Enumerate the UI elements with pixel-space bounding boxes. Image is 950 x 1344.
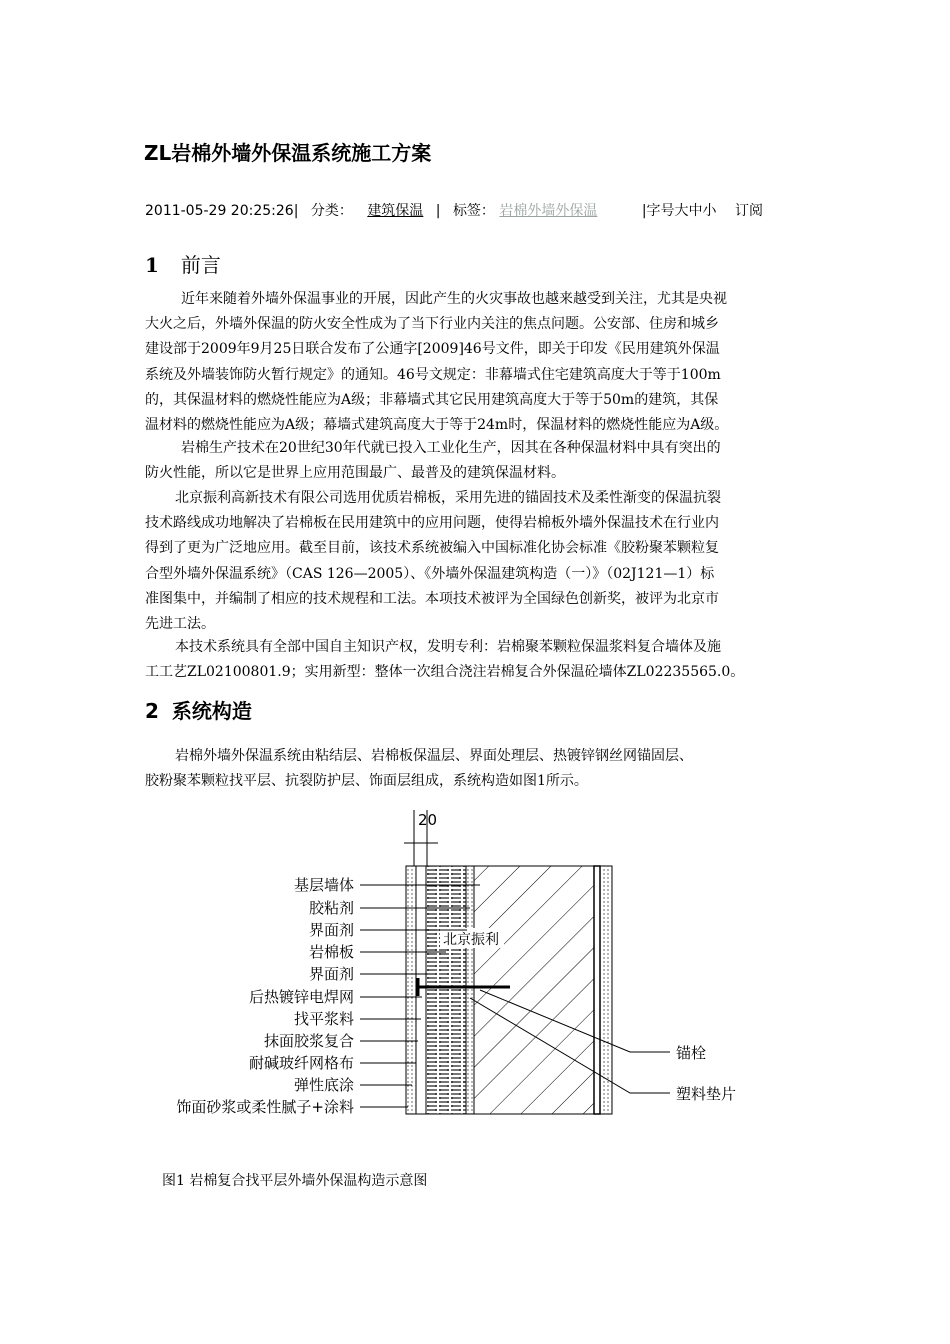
label-interface-2: 界面剂: [308, 965, 354, 983]
paragraph-line: 北京振利高新技术有限公司选用优质岩棉板，采用先进的锚固技术及柔性渐变的保温抗裂: [175, 490, 721, 506]
watermark-text: 北京振利: [443, 932, 499, 948]
paragraph-line: 防火性能，所以它是世界上应用范围最广、最普及的建筑保温材料。: [145, 465, 565, 482]
label-interface-1: 界面剂: [308, 921, 354, 939]
label-adhesive: 胶粘剂: [308, 899, 354, 917]
finish-layer: [406, 866, 416, 1114]
paragraph-line: 岩棉外墙外保温系统由粘结层、岩棉板保温层、界面处理层、热镀锌钢丝网锚固层、: [175, 748, 693, 764]
section-1-number: 1: [145, 253, 159, 277]
post-datetime: 2011-05-29 20:25:26|: [145, 203, 299, 219]
section-1-paragraph-4: [145, 635, 805, 685]
paragraph-line: 岩棉生产技术在20世纪30年代就已投入工业化生产，因其在各种保温材料中具有突出的: [181, 440, 721, 456]
paragraph-line: 胶粉聚苯颗粒找平层、抗裂防护层、饰面层组成，系统构造如图1所示。: [145, 773, 588, 790]
dimension-label: 20: [418, 811, 438, 829]
paragraph-line: 合型外墙外保温系统》（CAS 126—2005）、《外墙外保温建筑构造（一）》（02J121—1）标: [145, 565, 715, 582]
post-meta: [145, 200, 763, 220]
section-2-heading: [145, 695, 252, 724]
label-mortar: 抹面胶浆复合: [263, 1032, 354, 1050]
label-finish: 饰面砂浆或柔性腻子+涂料: [176, 1098, 354, 1116]
adhesive-layer: [466, 866, 474, 1114]
section-1-title: 前言: [180, 253, 221, 277]
paragraph-line: 本技术系统具有全部中国自主知识产权，发明专利：岩棉聚苯颗粒保温浆料复合墙体及施: [175, 639, 721, 655]
tag-link[interactable]: 岩棉外墙外保温: [499, 203, 598, 219]
font-size-control[interactable]: |字号大中小: [641, 203, 717, 219]
washer-label: 塑料垫片: [676, 1085, 737, 1103]
meta-separator: |: [435, 203, 441, 219]
section-1-paragraph-1: [145, 287, 805, 438]
category-link[interactable]: 建筑保温: [367, 203, 424, 219]
inner-plaster: [594, 866, 600, 1114]
rock-wool-board: [426, 866, 466, 1114]
section-1-paragraph-3: [145, 486, 805, 637]
paragraph-line: 系统及外墙装饰防火暂行规定》的通知。46号文规定：非幕墙式住宅建筑高度大于等于100m: [145, 366, 721, 383]
category-label: 分类：: [310, 203, 353, 219]
paragraph-line: 准图集中，并编制了相应的技术规程和工法。本项技术被评为全国绿色创新奖，被评为北京市: [145, 590, 719, 607]
paragraph-line: 温材料的燃烧性能应为A级；幕墙式建筑高度大于等于24m时，保温材料的燃烧性能应为A级。: [145, 417, 729, 434]
label-primer: 弹性底涂: [293, 1076, 354, 1094]
paragraph-line: 的，其保温材料的燃烧性能应为A级；非幕墙式其它民用建筑高度大于等于50m的建筑，其保: [145, 391, 719, 408]
document-title: ZL岩棉外墙外保温系统施工方案: [144, 141, 432, 165]
label-rock-wool: 岩棉板: [308, 943, 354, 961]
left-labels: [176, 876, 354, 1116]
section-2-paragraph-1: [145, 744, 805, 794]
anchor-label: 锚栓: [676, 1044, 707, 1062]
section-1-heading: [145, 249, 221, 278]
paragraph-line: 工工艺ZL02100801.9；实用新型：整体一次组合浇注岩棉复合外保温砼墙体ZL02235565.0。: [145, 664, 745, 681]
paragraph-line: 先进工法。: [145, 616, 215, 633]
section-1-paragraph-2: [145, 436, 805, 486]
paragraph-line: 技术路线成功地解决了岩棉板在民用建筑中的应用问题，使得岩棉板外墙外保温技术在行业内: [145, 515, 719, 532]
paragraph-line: 近年来随着外墙外保温事业的开展，因此产生的火灾事故也越来越受到关注，尤其是央视: [181, 291, 727, 307]
label-base-wall: 基层墙体: [293, 876, 354, 894]
label-welded-mesh: 后热镀锌电焊网: [248, 988, 354, 1006]
figure-caption: 图1 岩棉复合找平层外墙外保温构造示意图: [162, 1173, 428, 1189]
paragraph-line: 建设部于2009年9月25日联合发布了公通字[2009]46号文件，即关于印发《民用建筑外保温: [145, 341, 720, 358]
label-mesh-cloth: 耐碱玻纤网格布: [248, 1054, 354, 1072]
base-wall: [474, 866, 594, 1114]
section-2-title: 系统构造: [171, 699, 252, 723]
paragraph-line: 大火之后，外墙外保温的防火安全性成为了当下行业内关注的焦点问题。公安部、住房和城乡: [145, 316, 719, 333]
subscribe-link[interactable]: 订阅: [735, 203, 764, 219]
tag-label: 标签：: [452, 203, 495, 219]
label-leveling: 找平浆料: [293, 1010, 354, 1028]
section-2-number: 2: [145, 699, 159, 723]
paragraph-line: 得到了更为广泛地应用。截至目前，该技术系统被编入中国标准化协会标准《胶粉聚苯颗粒复: [145, 540, 719, 557]
wall-construction-diagram: [150, 800, 750, 1130]
